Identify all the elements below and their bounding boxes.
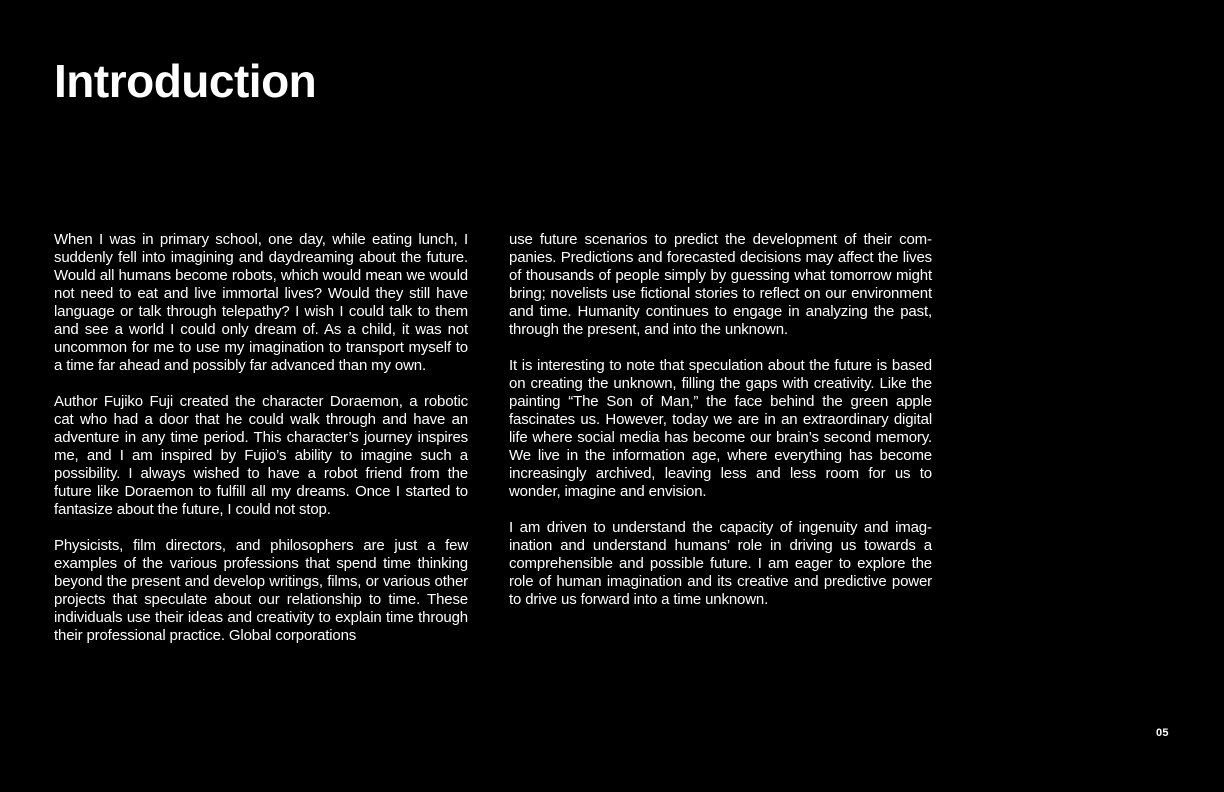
paragraph-professions: Physicists, film directors, and philosophers are just a few examples of the various professions that spend time thinking beyond the present and develop writings, films, or various other projects that speculate about our relationship to time. These individuals use their ideas and creativity to explain time through their professional practice. Global corporations <box>54 537 468 644</box>
paragraph-speculation: It is interesting to note that speculation about the future is based on creating the unknown, filling the gaps with creativity. Like the painting “The Son of Man,” the face behind the green apple fascinates us. However, today we are in an extraordinary digital life where social media has become our brain’s second memory. We live in the information age, where everything has become increasingly archived, leaving less and less room for us to wonder, imagine and envision. <box>509 357 932 500</box>
right-text-column <box>509 231 932 627</box>
left-text-column <box>54 231 468 663</box>
page-number: 05 <box>1156 727 1169 739</box>
paragraph-primary-school: When I was in primary school, one day, while eating lunch, I suddenly fell into imagining and daydreaming about the future. Would all humans become robots, which would mean we would not need to eat and live immortal lives? Would they still have language or talk through telepathy? I wish I could talk to them and see a world I could only dream of. As a child, it was not uncommon for me to use my imagination to transport myself to a time far ahead and possibly far advanced than my own. <box>54 231 468 374</box>
paragraph-doraemon: Author Fujiko Fuji created the character Doraemon, a robotic cat who had a door that he could walk through and have an adventure in any time period. This character’s journey inspires me, and I am inspired by Fujio’s ability to imagine such a possibility. I always wished to have a robot friend from the future like Doraemon to fulfill all my dreams. Once I started to fantasize about the future, I could not stop. <box>54 393 468 518</box>
paragraph-ingenuity: I am driven to understand the capacity of ingenuity and imagination and understand humans’ role in driving us towards a comprehensible and possible future. I am eager to explore the role of human imagination and its creative and predictive power to drive us forward into a time unknown. <box>509 519 932 608</box>
paragraph-future-scenarios: use future scenarios to predict the development of their companies. Predictions and forecasted decisions may affect the lives of thousands of people simply by guessing what tomorrow might bring; novelists use fictional stories to reflect on our environment and time. Humanity continues to engage in analyzing the past, through the present, and into the unknown. <box>509 231 932 338</box>
page-title: Introduction <box>54 55 317 107</box>
